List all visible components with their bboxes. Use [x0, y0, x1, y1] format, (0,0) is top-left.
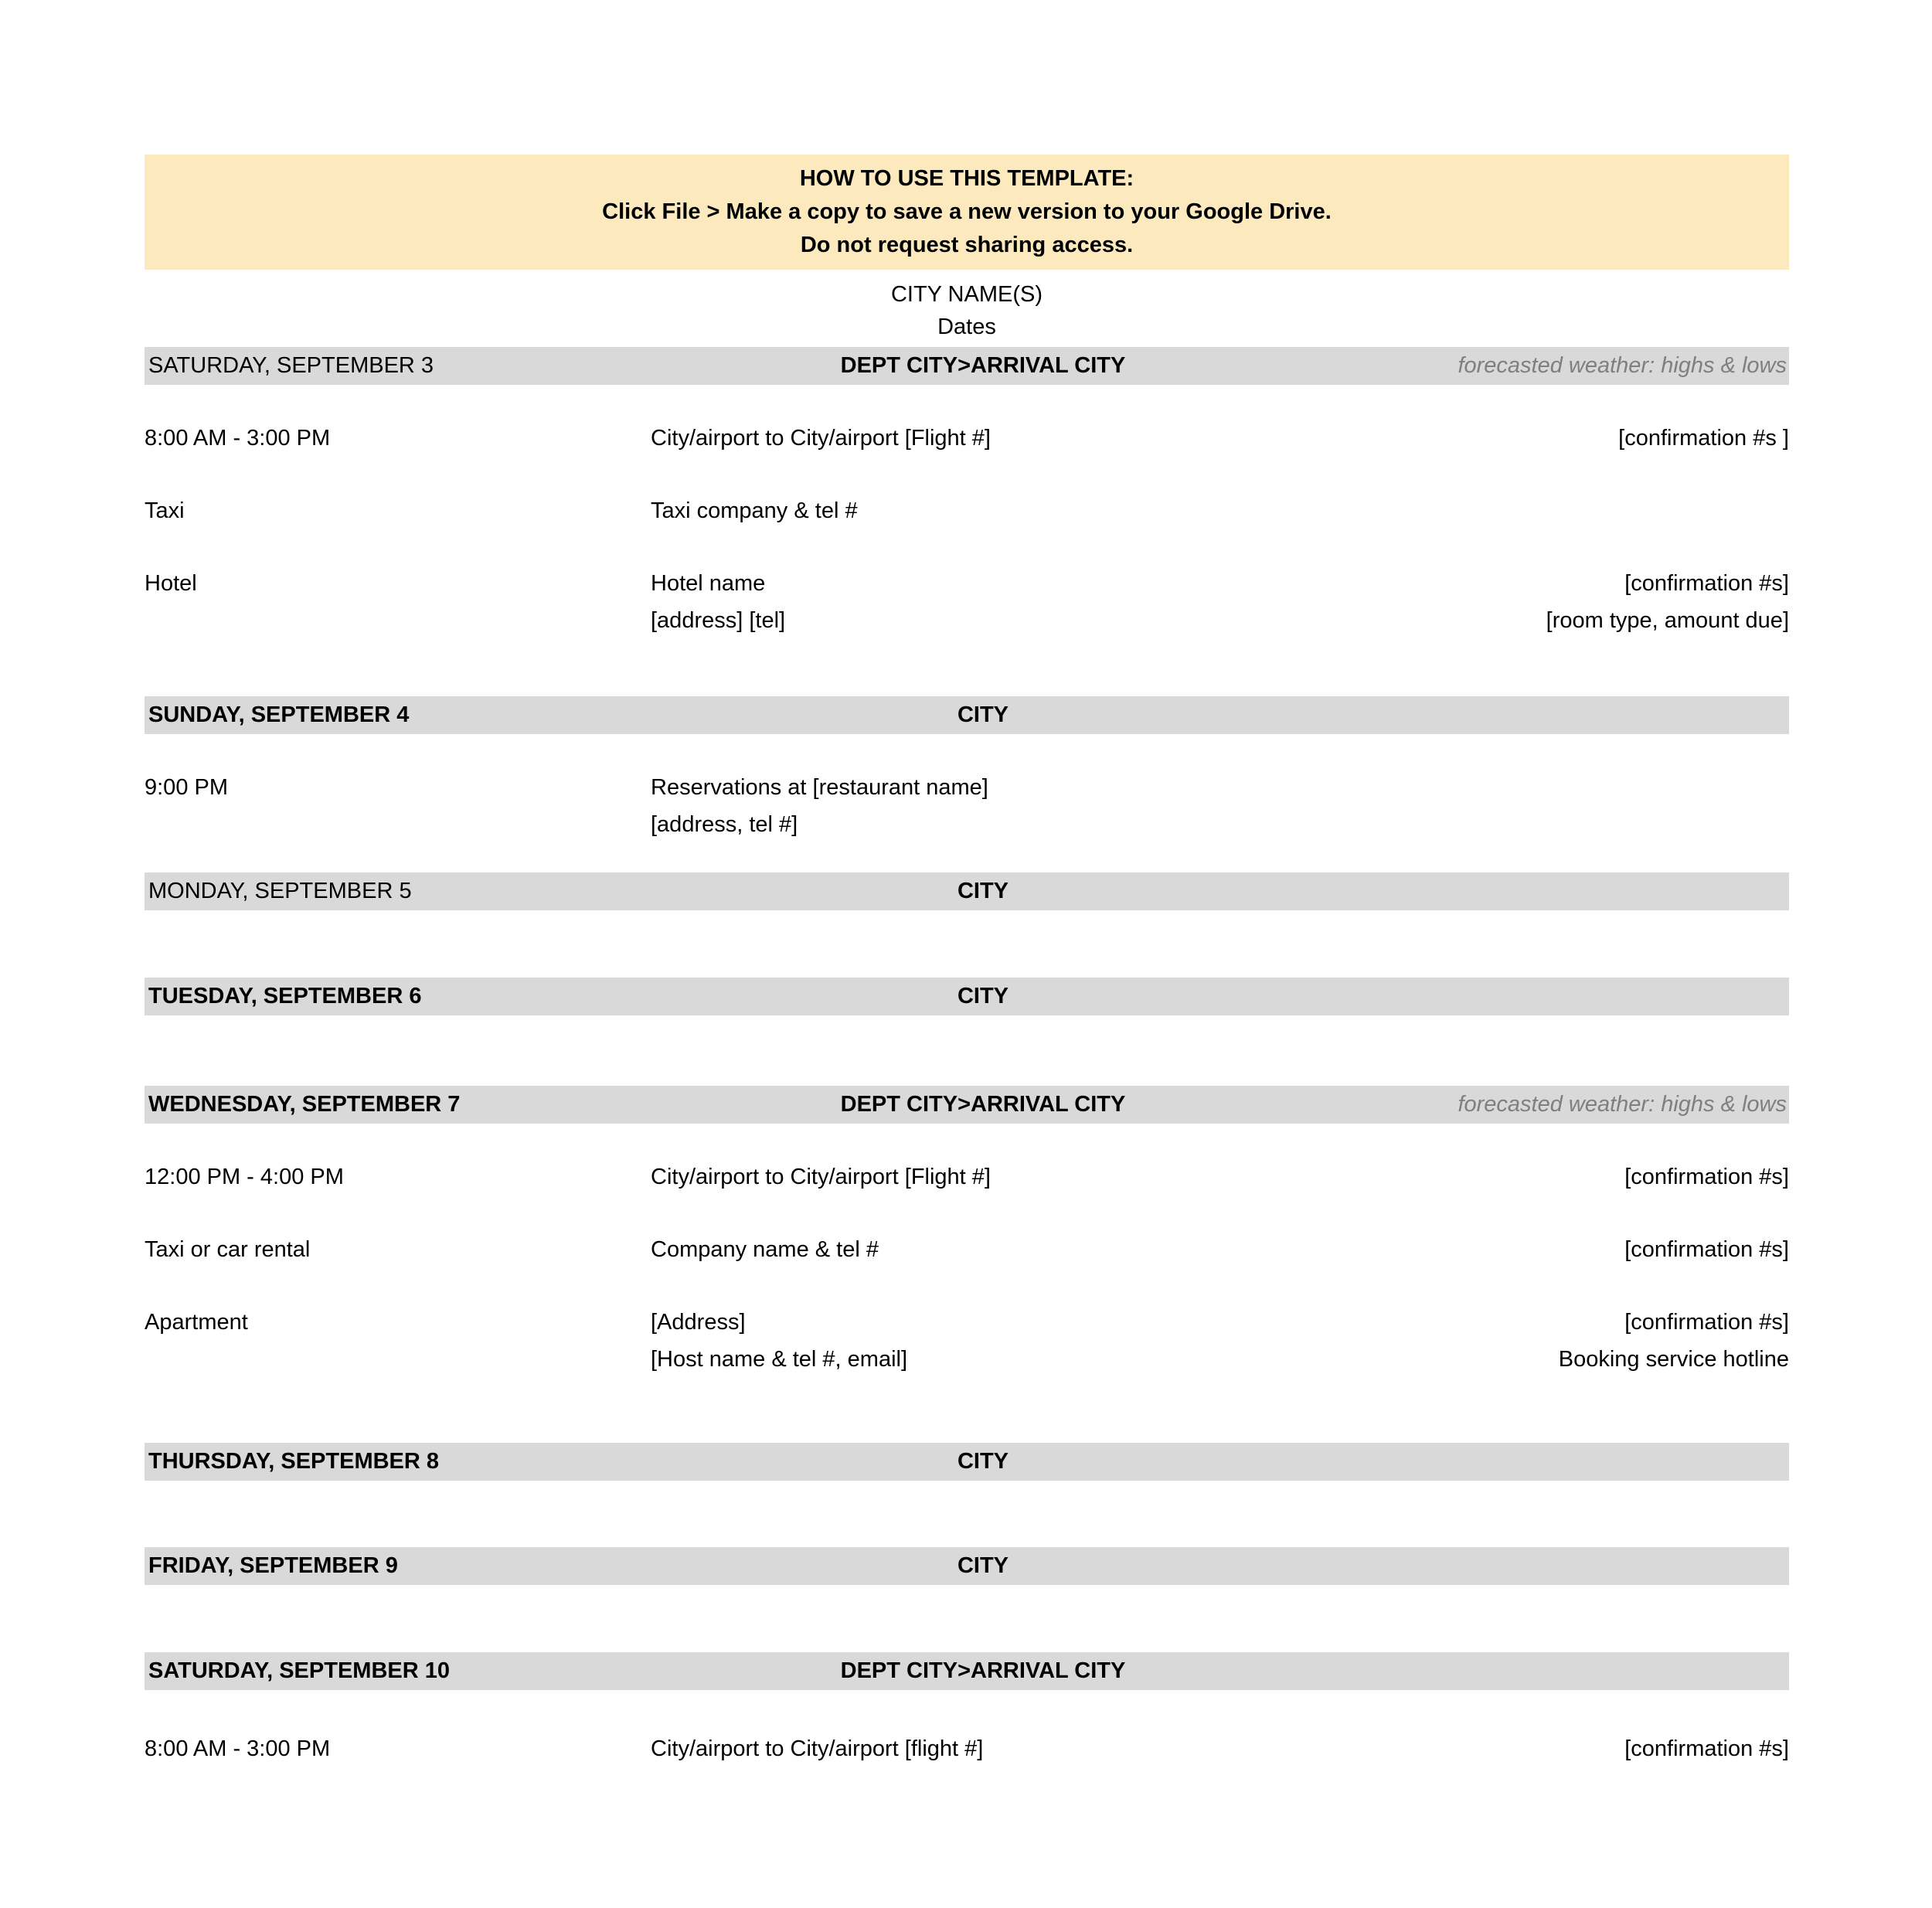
day-date: SATURDAY, SEPTEMBER 3	[148, 353, 434, 378]
day-date: TUESDAY, SEPTEMBER 6	[148, 984, 422, 1008]
itinerary-row	[145, 1158, 1789, 1195]
day-header	[145, 1443, 1789, 1481]
day-section	[145, 978, 1789, 1015]
detail-line: City/airport to City/airport [flight #]	[651, 1736, 984, 1761]
confirmation-line: [confirmation #s ]	[1618, 426, 1789, 451]
day-section	[145, 1086, 1789, 1378]
row-details	[651, 1231, 1470, 1268]
day-route: DEPT CITY>ARRIVAL CITY	[840, 1092, 1126, 1117]
detail-line: [address] [tel]	[651, 608, 786, 633]
row-confirmation	[1470, 1231, 1789, 1268]
row-details	[651, 1730, 1470, 1767]
row-time-label: 8:00 AM - 3:00 PM	[145, 1736, 331, 1761]
banner-line-2: Click File > Make a copy to save a new version to your Google Drive.	[602, 199, 1332, 224]
confirmation-line: [confirmation #s]	[1624, 1237, 1789, 1262]
row-time-label: Taxi	[145, 498, 185, 523]
detail-line: [address, tel #]	[651, 812, 798, 837]
row-time-label: 8:00 AM - 3:00 PM	[145, 426, 331, 451]
detail-line: Taxi company & tel #	[651, 498, 858, 523]
day-route: CITY	[957, 1553, 1009, 1578]
day-weather: forecasted weather: highs & lows	[1458, 353, 1787, 378]
row-time-label: 12:00 PM - 4:00 PM	[145, 1165, 344, 1189]
day-date: SATURDAY, SEPTEMBER 10	[148, 1658, 450, 1683]
detail-line: Company name & tel #	[651, 1237, 879, 1262]
day-route: CITY	[957, 1449, 1009, 1474]
row-confirmation	[1470, 769, 1789, 843]
day-section	[145, 1547, 1789, 1585]
itinerary-row	[145, 492, 1789, 529]
confirmation-line: [confirmation #s]	[1624, 1310, 1789, 1335]
row-confirmation	[1470, 492, 1789, 529]
row-confirmation	[1470, 1730, 1789, 1767]
confirmation-line: [confirmation #s]	[1624, 571, 1789, 596]
row-time-label: Apartment	[145, 1310, 248, 1335]
day-header	[145, 978, 1789, 1015]
itinerary-row	[145, 565, 1789, 639]
day-route: CITY	[957, 702, 1009, 727]
day-date: WEDNESDAY, SEPTEMBER 7	[148, 1092, 461, 1117]
confirmation-line: [confirmation #s]	[1624, 1736, 1789, 1761]
day-header	[145, 1086, 1789, 1124]
row-details	[651, 420, 1470, 457]
row-details	[651, 769, 1470, 843]
row-time-label: Taxi or car rental	[145, 1237, 311, 1262]
day-date: MONDAY, SEPTEMBER 5	[148, 879, 412, 903]
itinerary-document	[145, 0, 1789, 1767]
day-section	[145, 347, 1789, 639]
day-header	[145, 1652, 1789, 1690]
row-details	[651, 1158, 1470, 1195]
confirmation-line: [confirmation #s]	[1624, 1165, 1789, 1189]
day-sections	[145, 347, 1789, 1767]
day-section	[145, 696, 1789, 843]
detail-line: [Address]	[651, 1310, 746, 1335]
detail-line: [Host name & tel #, email]	[651, 1347, 908, 1372]
trip-dates-title: Dates	[937, 315, 996, 339]
row-confirmation	[1470, 1304, 1789, 1378]
row-confirmation	[1470, 565, 1789, 639]
day-header	[145, 696, 1789, 734]
row-details	[651, 1304, 1470, 1378]
day-date: SUNDAY, SEPTEMBER 4	[148, 702, 410, 727]
confirmation-line: Booking service hotline	[1558, 1347, 1789, 1372]
day-section	[145, 872, 1789, 910]
row-confirmation	[1470, 1158, 1789, 1195]
row-time-label: 9:00 PM	[145, 775, 228, 800]
detail-line: City/airport to City/airport [Flight #]	[651, 426, 991, 451]
banner-line-3: Do not request sharing access.	[800, 233, 1134, 257]
city-names-title: CITY NAME(S)	[890, 282, 1043, 307]
day-route: DEPT CITY>ARRIVAL CITY	[840, 1658, 1126, 1683]
day-route: CITY	[957, 984, 1009, 1008]
itinerary-row	[145, 769, 1789, 843]
row-confirmation	[1470, 420, 1789, 457]
row-details	[651, 492, 1470, 529]
day-section	[145, 1652, 1789, 1767]
how-to-banner	[145, 155, 1789, 270]
confirmation-line: [room type, amount due]	[1546, 608, 1789, 633]
itinerary-row	[145, 420, 1789, 457]
day-date: THURSDAY, SEPTEMBER 8	[148, 1449, 440, 1474]
itinerary-row	[145, 1304, 1789, 1378]
day-weather: forecasted weather: highs & lows	[1458, 1092, 1787, 1117]
day-section	[145, 1443, 1789, 1481]
day-route: DEPT CITY>ARRIVAL CITY	[840, 353, 1126, 378]
row-time-label: Hotel	[145, 571, 197, 596]
itinerary-row	[145, 1730, 1789, 1767]
detail-line: City/airport to City/airport [Flight #]	[651, 1165, 991, 1189]
day-route: CITY	[957, 879, 1009, 903]
day-header	[145, 872, 1789, 910]
row-details	[651, 565, 1470, 639]
day-header	[145, 1547, 1789, 1585]
itinerary-row	[145, 1231, 1789, 1268]
day-date: FRIDAY, SEPTEMBER 9	[148, 1553, 398, 1578]
detail-line: Reservations at [restaurant name]	[651, 775, 988, 800]
detail-line: Hotel name	[651, 571, 766, 596]
day-header	[145, 347, 1789, 385]
banner-line-1: HOW TO USE THIS TEMPLATE:	[799, 166, 1134, 191]
